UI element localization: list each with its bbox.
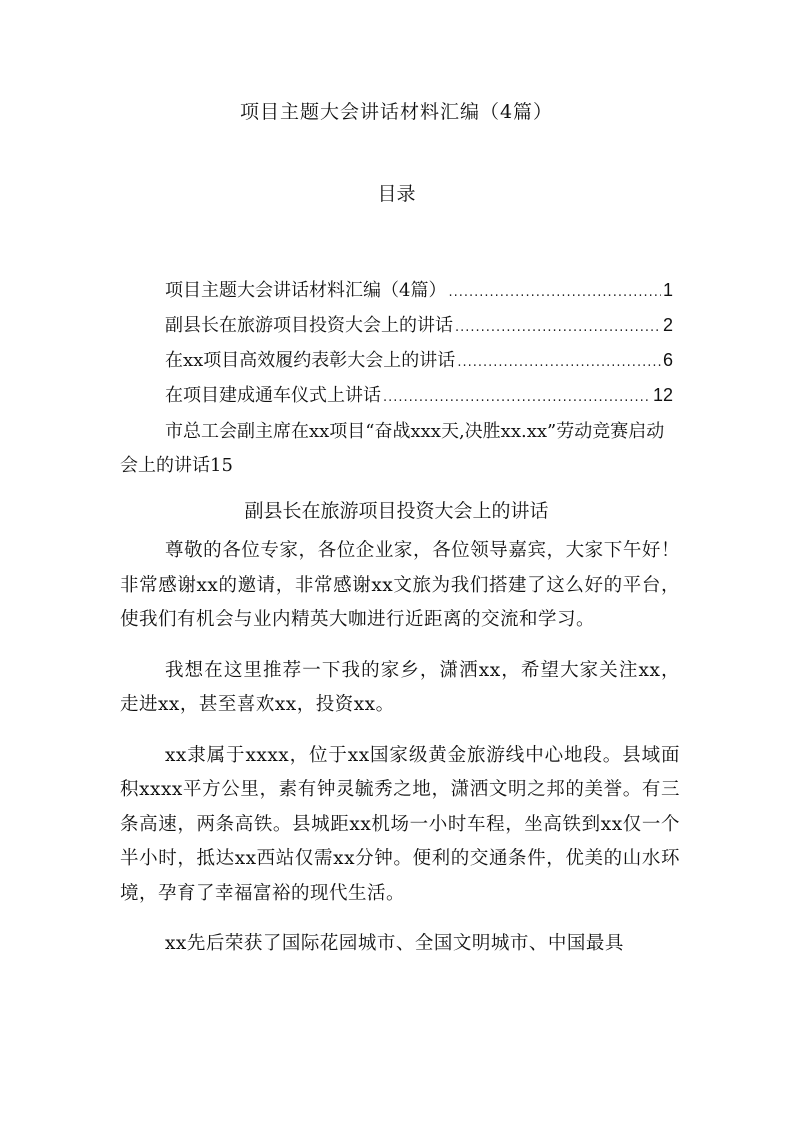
toc-entry[interactable] bbox=[165, 346, 673, 381]
toc-leader-dots bbox=[455, 314, 661, 342]
toc-entry-text: 项目主题大会讲话材料汇编（4篇） bbox=[165, 280, 447, 301]
paragraph: 尊敬的各位专家，各位企业家，各位领导嘉宾，大家下午好！非常感谢xx的邀请，非常感谢xx文旅为我们搭建了这么好的平台，使我们有机会与业内精英大咖进行近距离的交流和学习。 bbox=[120, 540, 680, 630]
document-title: 项目主题大会讲话材料汇编（4篇） bbox=[239, 101, 554, 123]
toc-heading: 目录 bbox=[377, 183, 416, 205]
toc-entry-text: 在xx项目高效履约表彰大会上的讲话 bbox=[165, 350, 456, 371]
toc-page-number: 6 bbox=[662, 350, 673, 370]
toc-leader-dots bbox=[448, 279, 661, 307]
section-heading: 副县长在旅游项目投资大会上的讲话 bbox=[244, 500, 549, 522]
table-of-contents bbox=[165, 276, 673, 416]
toc-entry-text: 在项目建成通车仪式上讲话 bbox=[165, 385, 381, 406]
toc-leader-dots bbox=[383, 384, 651, 412]
toc-page-number: 12 bbox=[652, 385, 673, 405]
toc-entry-wrapped[interactable]: 市总工会副主席在xx项目“奋战xxx天,决胜xx.xx”劳动竞赛启动会上的讲话15 bbox=[120, 421, 665, 476]
toc-entry[interactable] bbox=[165, 381, 673, 416]
paragraph: xx先后荣获了国际花园城市、全国文明城市、中国最具 bbox=[165, 933, 624, 954]
paragraph: xx隶属于xxxx，位于xx国家级黄金旅游线中心地段。县域面积xxxx平方公里，素有钟灵毓秀之地，潇洒文明之邦的美誉。有三条高速，两条高铁。县城距xx机场一小时车程，坐高铁到xx仅一个半小时，抵达xx西站仅需xx分钟。便利的交通条件，优美的山水环境，孕育了幸福富裕的现代生活。 bbox=[120, 744, 680, 904]
toc-entry[interactable] bbox=[165, 276, 673, 311]
toc-entry-text: 副县长在旅游项目投资大会上的讲话 bbox=[165, 315, 453, 336]
speech-body bbox=[120, 534, 680, 978]
toc-page-number: 1 bbox=[662, 280, 673, 300]
toc-page-number: 2 bbox=[662, 315, 673, 335]
paragraph: 我想在这里推荐一下我的家乡，潇洒xx，希望大家关注xx，走进xx，甚至喜欢xx，投资xx。 bbox=[120, 659, 680, 715]
toc-leader-dots bbox=[457, 349, 661, 377]
toc-entry[interactable] bbox=[165, 311, 673, 346]
